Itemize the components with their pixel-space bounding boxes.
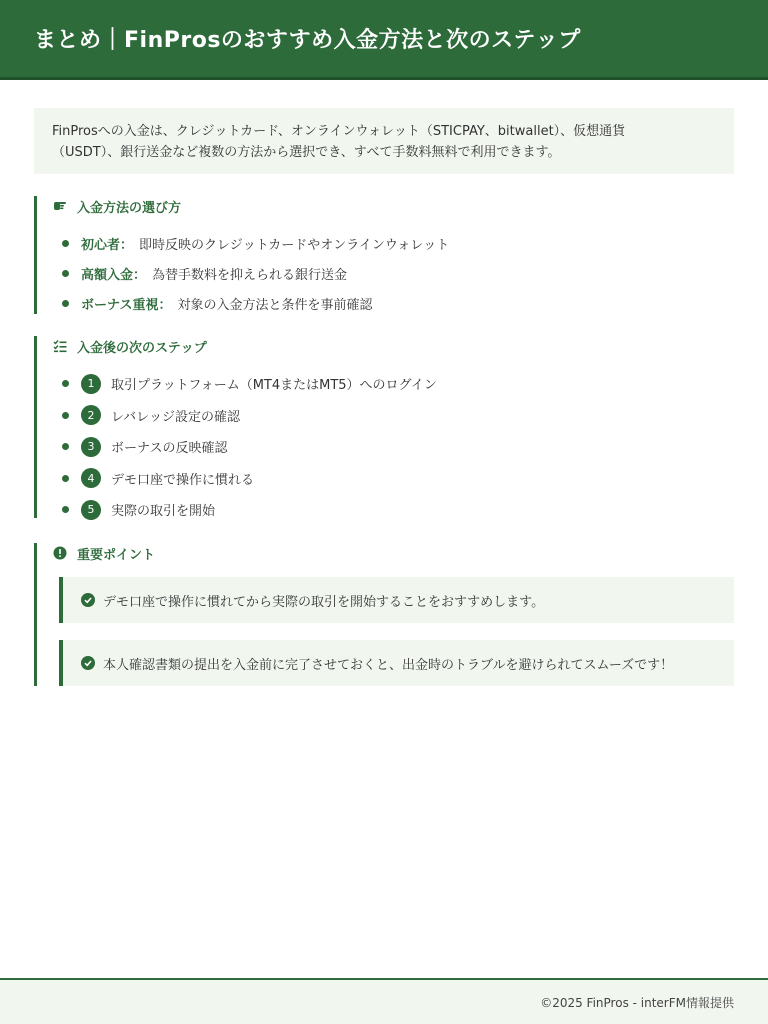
point-box [59, 640, 734, 686]
list-item [53, 288, 734, 318]
section-title-text: 入金方法の選び方 [77, 200, 182, 216]
step-number: 1 [81, 374, 101, 394]
exclamation-circle-icon [53, 546, 67, 560]
step-text: デモ口座で操作に慣れる [111, 472, 255, 488]
step-number: 2 [81, 405, 101, 425]
check-circle-icon [81, 656, 95, 670]
hand-point-icon [53, 199, 67, 213]
bullet-dot [62, 475, 69, 482]
item-text: 対象の入金方法と条件を事前確認 [177, 297, 373, 313]
intro-line-2: （USDT）、銀行送金など複数の方法から選択でき、すべて手数料無料で利用できます。 [52, 145, 561, 160]
section-title-choose [53, 196, 734, 216]
list-item [53, 494, 734, 526]
bullet-dot [62, 270, 69, 277]
page-title: まとめ｜FinProsのおすすめ入金方法と次のステップ [34, 28, 581, 53]
list-item [53, 228, 734, 258]
check-circle-icon [81, 593, 95, 607]
section-choose-method [34, 196, 734, 314]
list-item [53, 431, 734, 463]
list-item [53, 258, 734, 288]
step-text: 取引プラットフォーム（MT4またはMT5）へのログイン [111, 378, 437, 394]
step-number: 3 [81, 437, 101, 457]
bullet-dot [62, 412, 69, 419]
point-box [59, 577, 734, 623]
list-item [53, 463, 734, 495]
bullet-dot [62, 506, 69, 513]
section-next-steps [34, 336, 734, 518]
section-title-points [53, 543, 734, 563]
bullet-dot [62, 443, 69, 450]
list-item [53, 368, 734, 400]
intro-line-1: FinProsへの入金は、クレジットカード、オンラインウォレット（STICPAY、bitwallet）、仮想通貨 [52, 124, 626, 139]
step-number: 5 [81, 500, 101, 520]
section-title-text: 重要ポイント [77, 547, 156, 563]
checklist-icon [53, 339, 67, 353]
bullet-dot [62, 240, 69, 247]
step-text: 実際の取引を開始 [111, 504, 216, 520]
item-label: ボーナス重視： [81, 297, 172, 313]
steps-list [53, 368, 734, 526]
section-title-text: 入金後の次のステップ [77, 340, 207, 356]
point-text: デモ口座で操作に慣れてから実際の取引を開始することをおすすめします。 [103, 594, 545, 610]
step-number: 4 [81, 468, 101, 488]
list-item [53, 400, 734, 432]
page-header [0, 0, 768, 80]
item-text: 為替手数料を抑えられる銀行送金 [152, 267, 348, 283]
item-label: 初心者： [81, 237, 134, 253]
item-label: 高額入金： [81, 267, 147, 283]
bullet-dot [62, 380, 69, 387]
section-important-points [34, 543, 734, 686]
bullet-dot [62, 300, 69, 307]
step-text: ボーナスの反映確認 [111, 441, 228, 457]
section-title-steps [53, 336, 734, 356]
intro-box [34, 108, 734, 174]
footer-text: ©2025 FinPros - interFM情報提供 [540, 995, 734, 1010]
method-list [53, 228, 734, 318]
page-footer [0, 978, 768, 1024]
step-text: レバレッジ設定の確認 [111, 409, 240, 425]
point-text: 本人確認書類の提出を入金前に完了させておくと、出金時のトラブルを避けられてスムーズです！ [103, 657, 674, 673]
item-text: 即時反映のクレジットカードやオンラインウォレット [139, 237, 450, 253]
